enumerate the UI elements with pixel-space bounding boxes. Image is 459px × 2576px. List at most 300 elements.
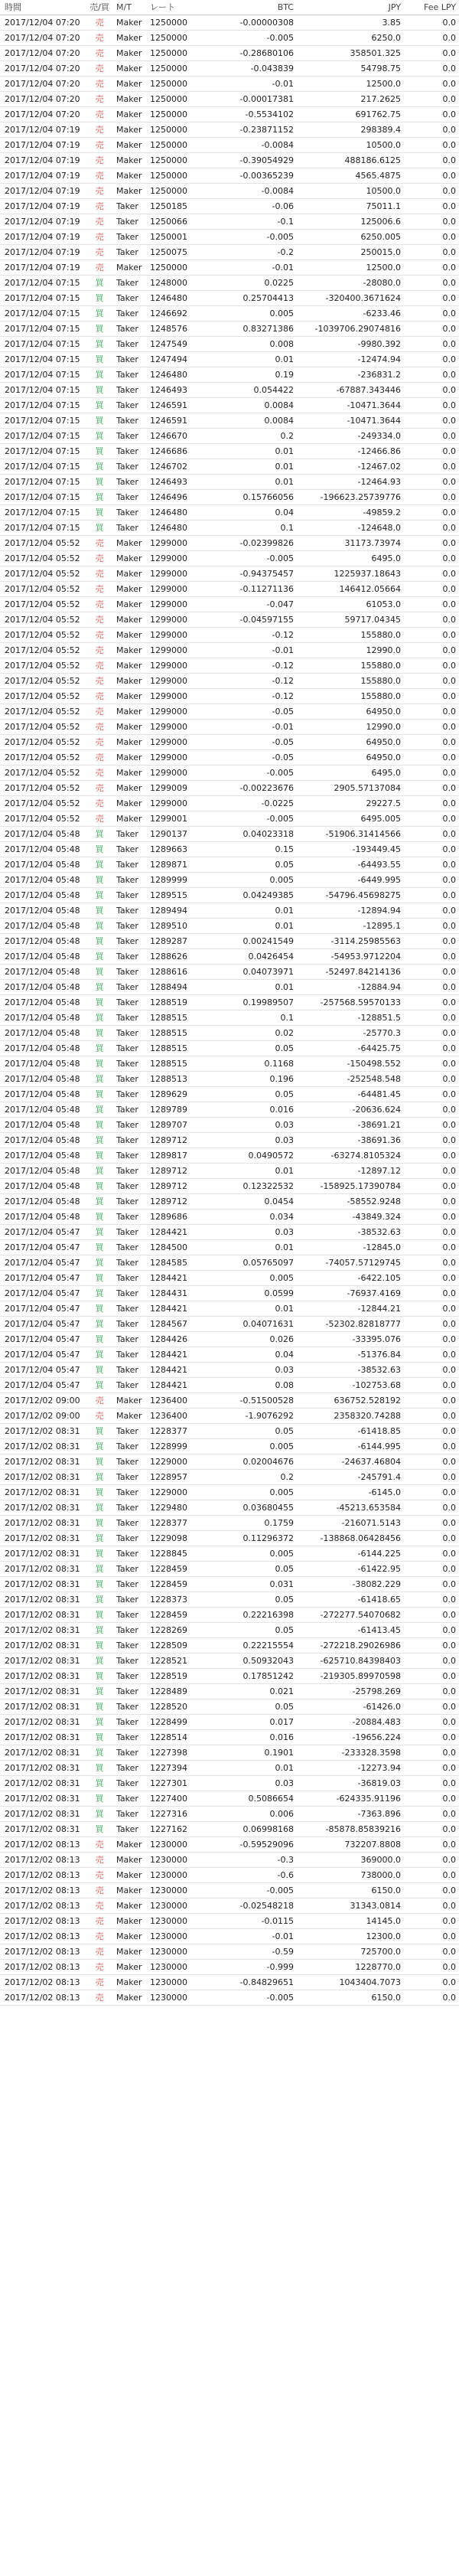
cell-jpy: -6144.995 bbox=[357, 1441, 401, 1451]
cell-rate: 1246480 bbox=[150, 293, 187, 303]
cell-side: 売 bbox=[95, 247, 104, 257]
cell-side: 買 bbox=[95, 309, 104, 318]
cell-rate: 1299001 bbox=[150, 814, 187, 824]
cell-btc: 0.1 bbox=[280, 523, 294, 533]
cell-rate: 1299000 bbox=[150, 737, 187, 747]
cell-jpy: -233328.3598 bbox=[341, 1748, 401, 1758]
cell-maker-taker: Maker bbox=[116, 538, 142, 548]
cell-maker-taker: Taker bbox=[116, 1564, 138, 1574]
cell-btc: -0.12 bbox=[272, 676, 294, 686]
cell-time: 2017/12/04 07:15 bbox=[5, 416, 80, 426]
cell-side: 売 bbox=[95, 1947, 104, 1957]
cell-time: 2017/12/02 08:31 bbox=[5, 1610, 80, 1620]
cell-side: 買 bbox=[95, 1258, 104, 1268]
cell-side: 売 bbox=[95, 155, 104, 165]
cell-jpy: 4565.4875 bbox=[355, 171, 401, 181]
cell-fee: 0.0 bbox=[442, 1931, 456, 1941]
table-row bbox=[0, 352, 459, 367]
table-row bbox=[0, 1286, 459, 1301]
cell-side: 買 bbox=[95, 1135, 104, 1145]
table-row bbox=[0, 77, 459, 92]
cell-side: 買 bbox=[95, 1059, 104, 1069]
cell-jpy: 12500.0 bbox=[366, 263, 401, 273]
cell-btc: -0.005 bbox=[266, 33, 294, 43]
cell-time: 2017/12/02 08:13 bbox=[5, 1962, 80, 1972]
cell-fee: 0.0 bbox=[442, 370, 456, 380]
cell-fee: 0.0 bbox=[442, 1120, 456, 1130]
table-row bbox=[0, 1623, 459, 1638]
cell-side: 買 bbox=[95, 1350, 104, 1360]
cell-fee: 0.0 bbox=[442, 615, 456, 625]
cell-jpy: -625710.84398403 bbox=[320, 1656, 401, 1666]
table-row bbox=[0, 1715, 459, 1730]
cell-side: 買 bbox=[95, 293, 104, 303]
cell-time: 2017/12/04 05:48 bbox=[5, 1120, 80, 1130]
cell-side: 買 bbox=[95, 1610, 104, 1620]
cell-time: 2017/12/02 08:31 bbox=[5, 1824, 80, 1834]
cell-fee: 0.0 bbox=[442, 829, 456, 839]
cell-side: 買 bbox=[95, 1151, 104, 1161]
cell-jpy: -25798.269 bbox=[352, 1686, 401, 1696]
cell-maker-taker: Taker bbox=[116, 1778, 138, 1788]
cell-btc: 0.01 bbox=[275, 1242, 294, 1252]
cell-btc: -0.0084 bbox=[261, 186, 294, 196]
cell-rate: 1289629 bbox=[150, 1089, 187, 1099]
cell-side: 売 bbox=[95, 798, 104, 808]
cell-time: 2017/12/04 05:52 bbox=[5, 553, 80, 563]
cell-btc: -0.01 bbox=[272, 79, 294, 89]
cell-time: 2017/12/04 05:48 bbox=[5, 936, 80, 946]
cell-maker-taker: Taker bbox=[116, 1089, 138, 1099]
cell-side: 買 bbox=[95, 1487, 104, 1497]
cell-fee: 0.0 bbox=[442, 354, 456, 364]
cell-maker-taker: Taker bbox=[116, 1258, 138, 1268]
cell-maker-taker: Taker bbox=[116, 247, 138, 257]
cell-btc: 0.01 bbox=[275, 982, 294, 992]
cell-rate: 1228373 bbox=[150, 1595, 187, 1605]
cell-rate: 1228459 bbox=[150, 1579, 187, 1589]
cell-side: 買 bbox=[95, 1365, 104, 1375]
cell-jpy: 12500.0 bbox=[366, 79, 401, 89]
cell-time: 2017/12/04 07:15 bbox=[5, 477, 80, 487]
cell-jpy: -124648.0 bbox=[357, 523, 401, 533]
cell-rate: 1299000 bbox=[150, 569, 187, 579]
cell-fee: 0.0 bbox=[442, 385, 456, 395]
cell-maker-taker: Maker bbox=[116, 676, 142, 686]
cell-btc: -0.11271136 bbox=[239, 584, 294, 594]
cell-btc: -0.05 bbox=[272, 753, 294, 762]
cell-side: 売 bbox=[95, 186, 104, 196]
table-row bbox=[0, 1087, 459, 1102]
cell-btc: -0.59529096 bbox=[239, 1840, 294, 1850]
cell-rate: 1246480 bbox=[150, 508, 187, 517]
cell-time: 2017/12/04 05:48 bbox=[5, 860, 80, 870]
cell-fee: 0.0 bbox=[442, 1135, 456, 1145]
cell-rate: 1228459 bbox=[150, 1564, 187, 1574]
cell-rate: 1246692 bbox=[150, 309, 187, 318]
cell-rate: 1250000 bbox=[150, 48, 187, 58]
cell-side: 買 bbox=[95, 1334, 104, 1344]
cell-side: 売 bbox=[95, 33, 104, 43]
cell-fee: 0.0 bbox=[442, 1916, 456, 1926]
cell-rate: 1288616 bbox=[150, 967, 187, 977]
cell-time: 2017/12/04 05:52 bbox=[5, 615, 80, 625]
cell-side: 売 bbox=[95, 64, 104, 73]
table-row bbox=[0, 367, 459, 383]
cell-side: 買 bbox=[95, 523, 104, 533]
table-row bbox=[0, 1041, 459, 1056]
cell-time: 2017/12/04 07:19 bbox=[5, 186, 80, 196]
cell-time: 2017/12/02 08:31 bbox=[5, 1503, 80, 1513]
cell-jpy: -252548.548 bbox=[347, 1074, 401, 1084]
cell-btc: -0.94375457 bbox=[239, 569, 294, 579]
cell-side: 買 bbox=[95, 431, 104, 441]
cell-btc: -0.05 bbox=[272, 707, 294, 717]
cell-fee: 0.0 bbox=[442, 79, 456, 89]
table-row bbox=[0, 658, 459, 674]
cell-time: 2017/12/04 05:48 bbox=[5, 1166, 80, 1176]
cell-maker-taker: Maker bbox=[116, 599, 142, 609]
cell-btc: 0.05 bbox=[275, 1625, 294, 1635]
cell-maker-taker: Taker bbox=[116, 1227, 138, 1237]
cell-rate: 1230000 bbox=[150, 1840, 187, 1850]
cell-time: 2017/12/04 05:48 bbox=[5, 1181, 80, 1191]
table-row bbox=[0, 1317, 459, 1332]
cell-maker-taker: Maker bbox=[116, 768, 142, 778]
table-row bbox=[0, 1455, 459, 1470]
table-row bbox=[0, 919, 459, 934]
table-row bbox=[0, 1271, 459, 1286]
cell-time: 2017/12/04 07:15 bbox=[5, 278, 80, 288]
cell-btc: -0.02548218 bbox=[239, 1901, 294, 1911]
cell-time: 2017/12/02 08:13 bbox=[5, 1993, 80, 2003]
cell-jpy: 369000.0 bbox=[360, 1855, 401, 1865]
cell-time: 2017/12/02 08:31 bbox=[5, 1717, 80, 1727]
cell-jpy: -12897.12 bbox=[357, 1166, 401, 1176]
cell-jpy: 6495.005 bbox=[360, 814, 401, 824]
cell-btc: 0.03 bbox=[275, 1120, 294, 1130]
cell-fee: 0.0 bbox=[442, 814, 456, 824]
cell-btc: -0.12 bbox=[272, 691, 294, 701]
header-time[interactable]: 時間 bbox=[5, 2, 21, 12]
cell-jpy: -38691.21 bbox=[357, 1120, 401, 1130]
cell-jpy: 146412.05664 bbox=[339, 584, 401, 594]
table-row bbox=[0, 1102, 459, 1118]
cell-time: 2017/12/02 08:31 bbox=[5, 1748, 80, 1758]
cell-rate: 1284431 bbox=[150, 1288, 187, 1298]
cell-maker-taker: Maker bbox=[116, 155, 142, 165]
cell-rate: 1250000 bbox=[150, 140, 187, 150]
cell-jpy: -6449.995 bbox=[357, 875, 401, 885]
cell-side: 買 bbox=[95, 370, 104, 380]
cell-side: 売 bbox=[95, 1396, 104, 1406]
cell-maker-taker: Maker bbox=[116, 584, 142, 594]
table-row bbox=[0, 337, 459, 352]
cell-jpy: -49859.2 bbox=[363, 508, 401, 517]
cell-side: 売 bbox=[95, 814, 104, 824]
header-side[interactable]: 売/買 bbox=[90, 2, 109, 12]
table-row bbox=[0, 551, 459, 566]
cell-time: 2017/12/04 05:52 bbox=[5, 691, 80, 701]
cell-maker-taker: Taker bbox=[116, 1043, 138, 1053]
cell-rate: 1228514 bbox=[150, 1732, 187, 1742]
cell-maker-taker: Maker bbox=[116, 1947, 142, 1957]
cell-rate: 1230000 bbox=[150, 1962, 187, 1972]
cell-time: 2017/12/04 05:52 bbox=[5, 569, 80, 579]
cell-fee: 0.0 bbox=[442, 140, 456, 150]
cell-side: 売 bbox=[95, 171, 104, 181]
cell-side: 買 bbox=[95, 1763, 104, 1773]
cell-rate: 1250000 bbox=[150, 109, 187, 119]
header-jpy[interactable]: JPY bbox=[388, 2, 401, 12]
table-row bbox=[0, 888, 459, 903]
cell-jpy: -28080.0 bbox=[363, 278, 401, 288]
cell-jpy: 636752.528192 bbox=[334, 1396, 401, 1406]
cell-fee: 0.0 bbox=[442, 1686, 456, 1696]
cell-fee: 0.0 bbox=[442, 1074, 456, 1084]
cell-fee: 0.0 bbox=[442, 997, 456, 1007]
cell-maker-taker: Taker bbox=[116, 844, 138, 854]
cell-fee: 0.0 bbox=[442, 1962, 456, 1972]
cell-maker-taker: Taker bbox=[116, 1212, 138, 1222]
cell-fee: 0.0 bbox=[442, 523, 456, 533]
cell-jpy: -38532.63 bbox=[357, 1227, 401, 1237]
cell-time: 2017/12/02 08:31 bbox=[5, 1641, 80, 1650]
cell-jpy: 29227.5 bbox=[366, 798, 401, 808]
cell-rate: 1289494 bbox=[150, 906, 187, 916]
table-row bbox=[0, 490, 459, 505]
cell-jpy: 75011.1 bbox=[366, 201, 401, 211]
cell-side: 買 bbox=[95, 1212, 104, 1222]
cell-jpy: 358501.325 bbox=[350, 48, 401, 58]
cell-side: 買 bbox=[95, 462, 104, 472]
cell-fee: 0.0 bbox=[442, 186, 456, 196]
cell-jpy: -158925.17390784 bbox=[320, 1181, 401, 1191]
cell-btc: 0.04073971 bbox=[243, 967, 294, 977]
cell-btc: 0.01 bbox=[275, 354, 294, 364]
cell-btc: 0.08 bbox=[275, 1380, 294, 1390]
cell-btc: 0.17851242 bbox=[243, 1671, 294, 1681]
cell-jpy: -12884.94 bbox=[357, 982, 401, 992]
cell-rate: 1250000 bbox=[150, 263, 187, 273]
cell-jpy: 31173.73974 bbox=[344, 538, 401, 548]
table-row bbox=[0, 628, 459, 643]
cell-side: 売 bbox=[95, 630, 104, 640]
header-btc[interactable]: BTC bbox=[277, 2, 294, 12]
cell-maker-taker: Maker bbox=[116, 1885, 142, 1895]
cell-jpy: -85878.85839216 bbox=[325, 1824, 401, 1834]
cell-maker-taker: Maker bbox=[116, 94, 142, 104]
table-row bbox=[0, 1470, 459, 1485]
table-row bbox=[0, 1516, 459, 1531]
cell-side: 買 bbox=[95, 1028, 104, 1038]
table-row bbox=[0, 1960, 459, 1975]
cell-rate: 1246493 bbox=[150, 385, 187, 395]
cell-maker-taker: Maker bbox=[116, 661, 142, 671]
cell-side: 買 bbox=[95, 1595, 104, 1605]
cell-time: 2017/12/04 07:19 bbox=[5, 217, 80, 227]
header-maker-taker[interactable]: M/T bbox=[116, 2, 132, 12]
cell-side: 売 bbox=[95, 1411, 104, 1421]
header-rate[interactable]: レート bbox=[150, 2, 175, 12]
table-row bbox=[0, 260, 459, 276]
cell-maker-taker: Maker bbox=[116, 1916, 142, 1926]
cell-jpy: -61422.95 bbox=[357, 1564, 401, 1574]
table-row bbox=[0, 597, 459, 612]
cell-time: 2017/12/04 05:48 bbox=[5, 1043, 80, 1053]
cell-time: 2017/12/04 07:15 bbox=[5, 508, 80, 517]
cell-jpy: 155880.0 bbox=[360, 676, 401, 686]
cell-maker-taker: Maker bbox=[116, 798, 142, 808]
cell-maker-taker: Taker bbox=[116, 1641, 138, 1650]
cell-time: 2017/12/04 05:47 bbox=[5, 1365, 80, 1375]
cell-rate: 1229000 bbox=[150, 1487, 187, 1497]
cell-rate: 1250000 bbox=[150, 18, 187, 28]
cell-jpy: -236831.2 bbox=[357, 370, 401, 380]
cell-jpy: 691762.75 bbox=[355, 109, 401, 119]
table-row bbox=[0, 766, 459, 781]
cell-btc: 0.03 bbox=[275, 1227, 294, 1237]
cell-time: 2017/12/04 05:52 bbox=[5, 645, 80, 655]
cell-fee: 0.0 bbox=[442, 645, 456, 655]
cell-fee: 0.0 bbox=[442, 1043, 456, 1053]
cell-rate: 1228377 bbox=[150, 1426, 187, 1436]
cell-rate: 1228269 bbox=[150, 1625, 187, 1635]
table-row bbox=[0, 521, 459, 536]
cell-btc: 0.05 bbox=[275, 1564, 294, 1574]
cell-side: 買 bbox=[95, 921, 104, 931]
table-row bbox=[0, 230, 459, 245]
cell-fee: 0.0 bbox=[442, 569, 456, 579]
cell-btc: -0.01 bbox=[272, 722, 294, 732]
cell-time: 2017/12/04 07:15 bbox=[5, 431, 80, 441]
header-fee[interactable]: Fee LPY bbox=[424, 2, 456, 12]
cell-jpy: 59717.04345 bbox=[344, 615, 401, 625]
cell-maker-taker: Taker bbox=[116, 1686, 138, 1696]
cell-time: 2017/12/04 07:19 bbox=[5, 125, 80, 135]
cell-fee: 0.0 bbox=[442, 1794, 456, 1804]
cell-jpy: -12845.0 bbox=[363, 1242, 401, 1252]
cell-btc: -0.0225 bbox=[261, 798, 294, 808]
cell-side: 買 bbox=[95, 1441, 104, 1451]
cell-time: 2017/12/04 07:15 bbox=[5, 354, 80, 364]
cell-fee: 0.0 bbox=[442, 64, 456, 73]
cell-rate: 1250000 bbox=[150, 33, 187, 43]
cell-btc: -1.9076292 bbox=[245, 1411, 294, 1421]
cell-rate: 1230000 bbox=[150, 1855, 187, 1865]
table-row bbox=[0, 1378, 459, 1393]
cell-fee: 0.0 bbox=[442, 1595, 456, 1605]
cell-side: 買 bbox=[95, 982, 104, 992]
cell-fee: 0.0 bbox=[442, 1242, 456, 1252]
table-row bbox=[0, 1072, 459, 1087]
cell-fee: 0.0 bbox=[442, 1840, 456, 1850]
cell-time: 2017/12/02 08:31 bbox=[5, 1702, 80, 1712]
cell-time: 2017/12/04 05:48 bbox=[5, 1089, 80, 1099]
cell-maker-taker: Taker bbox=[116, 1671, 138, 1681]
cell-fee: 0.0 bbox=[442, 1013, 456, 1023]
cell-fee: 0.0 bbox=[442, 1487, 456, 1497]
cell-rate: 1299000 bbox=[150, 768, 187, 778]
table-row bbox=[0, 1669, 459, 1684]
cell-fee: 0.0 bbox=[442, 201, 456, 211]
table-row bbox=[0, 643, 459, 658]
cell-rate: 1250000 bbox=[150, 64, 187, 73]
cell-time: 2017/12/04 07:19 bbox=[5, 263, 80, 273]
cell-btc: 0.031 bbox=[269, 1579, 294, 1589]
cell-rate: 1246686 bbox=[150, 446, 187, 456]
table-row bbox=[0, 1133, 459, 1148]
cell-maker-taker: Taker bbox=[116, 1794, 138, 1804]
cell-fee: 0.0 bbox=[442, 1059, 456, 1069]
cell-side: 買 bbox=[95, 1457, 104, 1467]
cell-rate: 1227394 bbox=[150, 1763, 187, 1773]
table-row bbox=[0, 1914, 459, 1929]
cell-jpy: -58552.9248 bbox=[347, 1197, 401, 1206]
cell-side: 買 bbox=[95, 1625, 104, 1635]
cell-maker-taker: Maker bbox=[116, 553, 142, 563]
table-row bbox=[0, 1194, 459, 1210]
table-row bbox=[0, 566, 459, 582]
cell-side: 売 bbox=[95, 645, 104, 655]
cell-btc: -0.00000308 bbox=[239, 18, 294, 28]
cell-maker-taker: Maker bbox=[116, 1870, 142, 1880]
cell-maker-taker: Maker bbox=[116, 171, 142, 181]
cell-maker-taker: Taker bbox=[116, 324, 138, 334]
cell-rate: 1248576 bbox=[150, 324, 187, 334]
cell-time: 2017/12/04 05:47 bbox=[5, 1258, 80, 1268]
cell-side: 買 bbox=[95, 1242, 104, 1252]
table-row bbox=[0, 1990, 459, 2006]
cell-time: 2017/12/04 07:15 bbox=[5, 370, 80, 380]
cell-fee: 0.0 bbox=[442, 691, 456, 701]
cell-side: 売 bbox=[95, 753, 104, 762]
cell-btc: 0.22216398 bbox=[243, 1610, 294, 1620]
cell-rate: 1299009 bbox=[150, 783, 187, 793]
cell-side: 買 bbox=[95, 1043, 104, 1053]
cell-btc: 0.1 bbox=[280, 1013, 294, 1023]
table-row bbox=[0, 980, 459, 995]
table-row bbox=[0, 1240, 459, 1255]
cell-time: 2017/12/02 08:13 bbox=[5, 1916, 80, 1926]
cell-time: 2017/12/04 05:48 bbox=[5, 982, 80, 992]
cell-time: 2017/12/04 05:52 bbox=[5, 722, 80, 732]
cell-time: 2017/12/04 05:48 bbox=[5, 844, 80, 854]
cell-time: 2017/12/04 07:15 bbox=[5, 462, 80, 472]
cell-btc: 0.005 bbox=[269, 309, 294, 318]
cell-fee: 0.0 bbox=[442, 1549, 456, 1559]
table-row bbox=[0, 306, 459, 322]
cell-rate: 1227162 bbox=[150, 1824, 187, 1834]
table-row bbox=[0, 214, 459, 230]
table-row bbox=[0, 1883, 459, 1899]
cell-jpy: 64950.0 bbox=[366, 707, 401, 717]
cell-btc: 0.5086654 bbox=[248, 1794, 294, 1804]
cell-btc: 0.22215554 bbox=[243, 1641, 294, 1650]
cell-time: 2017/12/02 08:31 bbox=[5, 1533, 80, 1543]
cell-side: 買 bbox=[95, 1518, 104, 1528]
cell-jpy: -38691.36 bbox=[357, 1135, 401, 1145]
cell-btc: 0.04249385 bbox=[243, 890, 294, 900]
cell-fee: 0.0 bbox=[442, 1105, 456, 1115]
cell-fee: 0.0 bbox=[442, 1870, 456, 1880]
cell-time: 2017/12/04 05:47 bbox=[5, 1242, 80, 1252]
cell-fee: 0.0 bbox=[442, 1855, 456, 1865]
cell-jpy: 298389.4 bbox=[360, 125, 401, 135]
cell-time: 2017/12/04 05:48 bbox=[5, 1197, 80, 1206]
table-row bbox=[0, 1638, 459, 1654]
cell-time: 2017/12/02 08:31 bbox=[5, 1441, 80, 1451]
